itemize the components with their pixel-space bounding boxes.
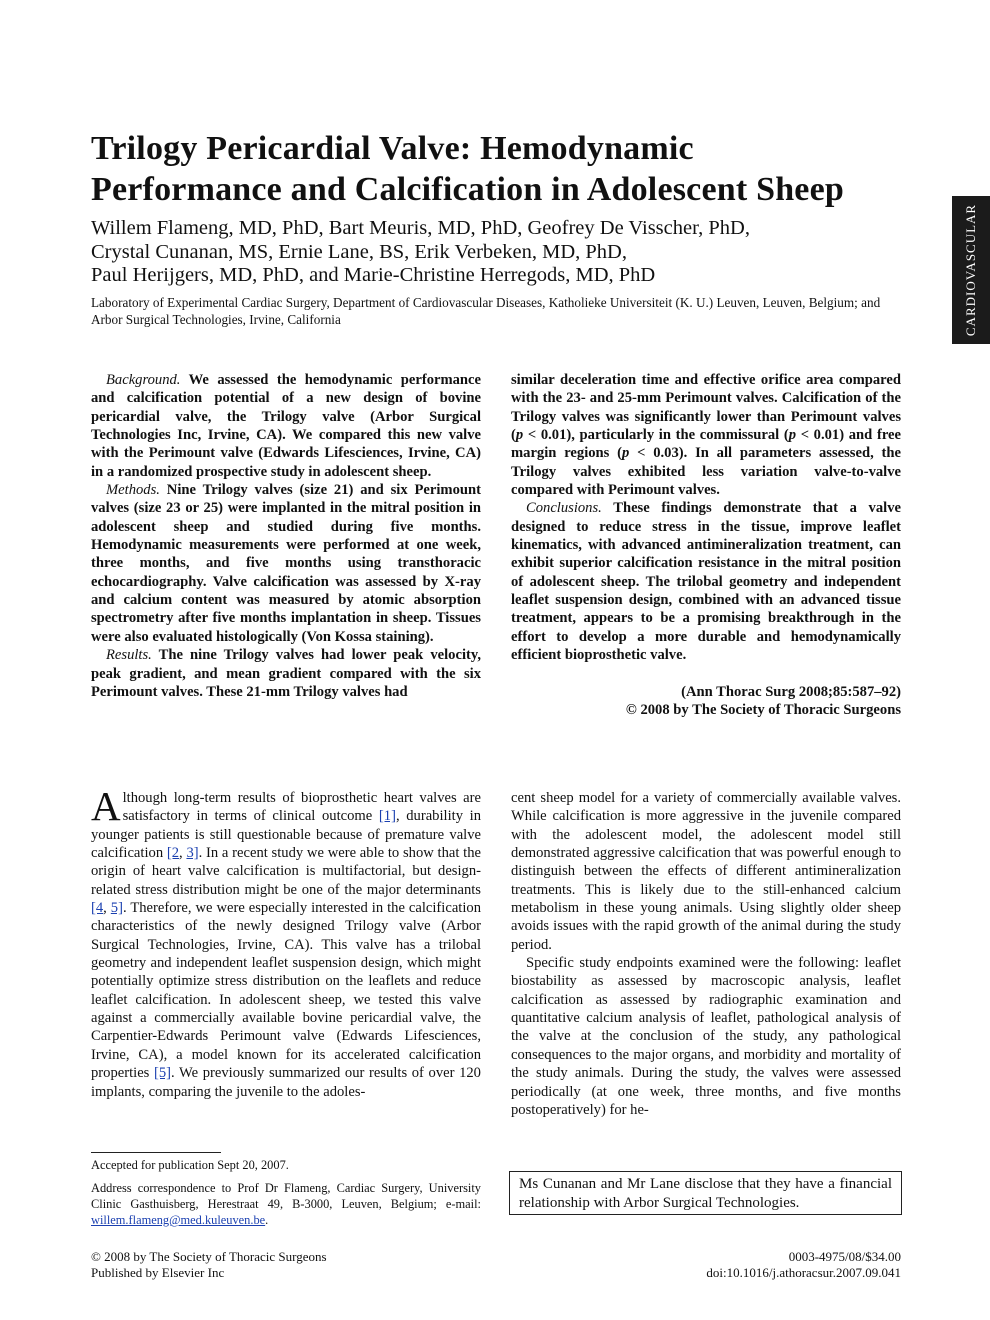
abstract-background: [91, 371, 481, 481]
abstract-results-continued: [511, 371, 901, 499]
drop-cap: A: [91, 783, 121, 829]
section-tab: [952, 196, 990, 344]
p-symbol: p: [788, 427, 797, 444]
results-cont-3: < 0.01) and free margin regions (: [511, 427, 901, 462]
doi: doi:10.1016/j.athoracsur.2007.09.041: [706, 1264, 901, 1280]
correspondence-text: Address correspondence to Prof Dr Flameng, Cardiac Surgery, University Clinic Gasthuisberg, Herestraat 49, B-3000, Leuven, Belgium; e-mail:: [91, 1181, 481, 1211]
title-line-1: Trilogy Pericardial Valve: Hemodynamic: [91, 130, 694, 167]
publisher-info: [91, 1249, 327, 1280]
body-right-column: [511, 789, 901, 1119]
author-list: [91, 217, 931, 288]
article-title: [91, 128, 931, 210]
reference-link-2[interactable]: [2: [166, 845, 180, 862]
methods-label: Methods.: [106, 482, 160, 499]
reference-link-1[interactable]: [1]: [378, 808, 396, 825]
publisher-copyright: © 2008 by The Society of Thoracic Surgeons: [91, 1249, 327, 1264]
reference-link-4[interactable]: [4: [91, 900, 104, 917]
abstract-methods: [91, 481, 481, 646]
intro-text-b: , durability in younger patients is still questionable because of premature valve calcification: [91, 808, 481, 862]
correspondence-note: [91, 1180, 481, 1228]
p-symbol: p: [622, 445, 630, 462]
copyright-line: © 2008 by The Society of Thoracic Surgeons: [625, 701, 901, 718]
results-cont-2: < 0.01), particularly in the commissural (: [523, 427, 789, 444]
affiliation: Laboratory of Experimental Cardiac Surgery, Department of Cardiovascular Diseases, Katholieke Universiteit (K. U.) Leuven, Leuven, Belgium; and Arbor Surgical Technologies, Irvine, California: [91, 295, 881, 327]
ref-separator: ,: [179, 845, 187, 862]
footnote-divider: [91, 1152, 221, 1153]
background-text: We assessed the hemodynamic performance and calcification potential of a new design of bovine pericardial valve, the Trilogy valve (Arbor Surgical Technologies Inc, Irvine, CA). We compared this new valve with the Perimount valve (Edwards Lifesciences, Irvine, CA) in a randomized prospective study in adolescent sheep.: [91, 372, 481, 480]
author-line-1: Willem Flameng, MD, PhD, Bart Meuris, MD, PhD, Geofrey De Visscher, PhD,: [91, 217, 750, 239]
abstract-results: [91, 646, 481, 701]
title-line-2: Performance and Calcification in Adolescent Sheep: [91, 171, 845, 208]
email-link[interactable]: willem.flameng@med.kuleuven.be: [91, 1213, 266, 1227]
results-label: Results.: [106, 647, 152, 664]
results-cont-4: < 0.03). In all parameters assessed, the Trilogy valves exhibited less variation valve-to-valve compared with Perimount valves.: [511, 445, 901, 499]
intro-text-e: . We previously summarized our results of over 120 implants, comparing the juvenile to the adoles-: [91, 1065, 481, 1100]
section-tab-label: CARDIOVASCULAR: [963, 203, 979, 337]
intro-text-c: . In a recent study we were able to show that the origin of heart valve calcification is multifactorial, but design-related stress distribution might be one of the major determinants: [91, 845, 481, 898]
issn-price: 0003-4975/08/$34.00: [788, 1249, 901, 1264]
conclusions-text: These findings demonstrate that a valve designed to reduce stress in the tissue, improve leaflet kinematics, with advanced antimineralization treatment, can exhibit superior calcification resistance in the mitral position of adolescent sheep. The trilobal geometry and independent leaflet suspension design, combined with an advanced tissue treatment, appears to be a promising breakthrough in the effort to develop a more durable and hemodynamically efficient bioprosthetic valve.: [511, 500, 901, 664]
disclosure-box: Ms Cunanan and Mr Lane disclose that they have a financial relationship with Arbor Surgical Technologies.: [509, 1171, 902, 1215]
identifiers: [706, 1249, 901, 1280]
intro-text-a: lthough long-term results of bioprosthetic heart valves are satisfactory in terms of clinical outcome: [122, 790, 481, 825]
abstract-right-column: [511, 371, 901, 719]
publisher-name: Published by Elsevier Inc: [91, 1264, 225, 1280]
citation-block: [511, 683, 901, 720]
methods-text: Nine Trilogy valves (size 21) and six Perimount valves (size 23 or 25) were implanted in the mitral position in adolescent sheep and studied during five months. Hemodynamic measurements were performed at one week, three months, and five months using transthoracic echocardiography. Valve calcification was assessed by X-ray and calcium content was measured by atomic absorption spectrometry after five months implantation in sheep. Tissues were also evaluated histologically (Von Kossa staining).: [91, 482, 481, 645]
endpoints-paragraph: Specific study endpoints examined were the following: leaflet biostability as assessed by macroscopic analysis, leaflet calcification as assessed by radiographic examination and quantitative calcium analysis of leaflet, pathological analysis of the valve at the conclusion of the study, any pathological consequences to the major organs, and morbidity and mortality of the study animals. During the study, the valves were assessed periodically (at one week, three months, and five months postoperatively) for he-: [511, 955, 901, 1118]
reference-link-5b[interactable]: [5]: [153, 1065, 172, 1082]
reference-link-5[interactable]: 5]: [110, 900, 123, 917]
conclusions-label: Conclusions.: [526, 500, 602, 517]
intro-text-d: . Therefore, we were especially interested in the calcification characteristics of the newly designed Trilogy valve (Arbor Surgical Technologies, Irvine, CA). This valve has a trilobal geometry and independent leaflet suspension design, which might potentially optimize stress distribution on the leaflets and reduce leaflet calcification. In adolescent sheep, we tested this valve against a commercially available bovine pericardial valve, the Carpentier-Edwards Perimount valve (Edwards Lifesciences, Irvine, CA), a model known for its accelerated calcification properties: [91, 900, 482, 1082]
correspondence-period: .: [265, 1213, 269, 1227]
author-line-2: Crystal Cunanan, MS, Ernie Lane, BS, Erik Verbeken, MD, PhD,: [91, 240, 627, 263]
background-label: Background.: [106, 372, 181, 388]
journal-citation: (Ann Thorac Surg 2008;85:587–92): [681, 683, 901, 700]
author-line-3: Paul Herijgers, MD, PhD, and Marie-Christine Herregods, MD, PhD: [91, 264, 656, 286]
abstract-left-column: [91, 371, 481, 701]
p-symbol: p: [515, 427, 524, 444]
body-left-column: [91, 783, 482, 1101]
results-text: The nine Trilogy valves had lower peak velocity, peak gradient, and mean gradient compared with the six Perimount valves. These 21-mm Trilogy valves had: [91, 647, 481, 700]
results-cont-1: similar deceleration time and effective orifice area compared with the 23- and 25-mm Perimount valves. Calcification of the Trilogy valves was significantly lower than Perimount valves (: [511, 372, 901, 444]
ref-separator: ,: [103, 900, 111, 917]
abstract-conclusions: [511, 499, 901, 664]
reference-link-3[interactable]: 3]: [186, 845, 199, 862]
intro-paragraph-continued: cent sheep model for a variety of commercially available valves. While calcification is more aggressive in the juvenile compared with the adolescent model, the adolescent model still demonstrated aggressive calcification that was powerful enough to distinguish between the effects of different antimineralization treatments. This is likely due to the still-enhanced calcium metabolism in these young animals. Using slightly older sheep avoids issues with the rapid growth of the animal during the study period.: [511, 790, 901, 953]
accepted-note: Accepted for publication Sept 20, 2007.: [91, 1158, 289, 1172]
intro-paragraph: [91, 783, 482, 1101]
